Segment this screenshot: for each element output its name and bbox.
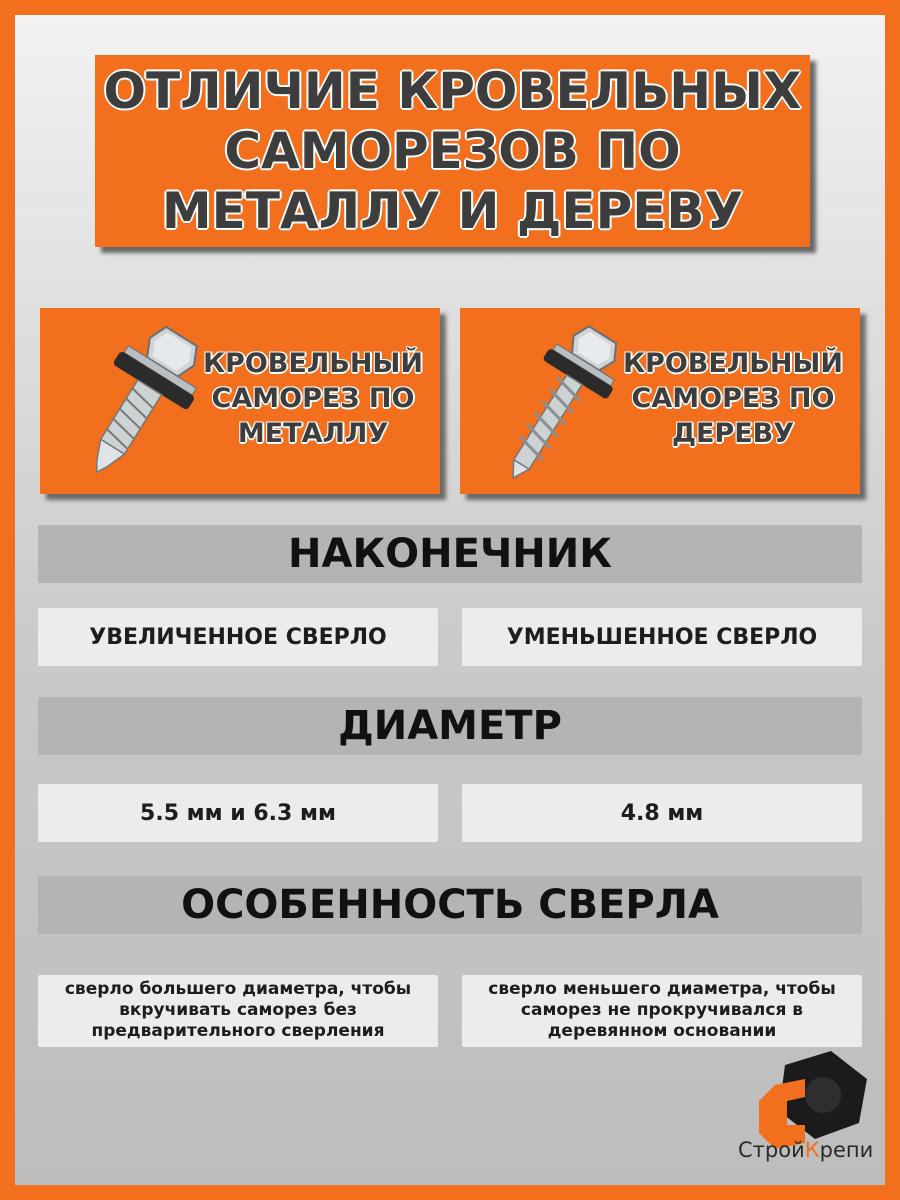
- tip-wood-value: УМЕНЬШЕННОЕ СВЕРЛО: [462, 608, 862, 666]
- wood-screw-icon: [478, 316, 638, 491]
- section-heading-diameter: ДИАМЕТР: [38, 697, 862, 755]
- product-label-wood: КРОВЕЛЬНЫЙ САМОРЕЗ ПО ДЕРЕВУ: [622, 348, 843, 449]
- section-heading-tip: НАКОНЕЧНИК: [38, 525, 862, 583]
- tip-metal-value: УВЕЛИЧЕННОЕ СВЕРЛО: [38, 608, 438, 666]
- diameter-wood-value: 4.8 мм: [462, 784, 862, 842]
- page-title: ОТЛИЧИЕ КРОВЕЛЬНЫХ САМОРЕЗОВ ПО МЕТАЛЛУ И ДЕРЕВУ: [103, 62, 802, 240]
- product-card-metal: [40, 308, 440, 494]
- title-banner: [95, 55, 810, 247]
- product-card-wood: [460, 308, 860, 494]
- drill-feature-wood-value: сверло меньшего диаметра, чтобы саморез не прокручивался в деревянном основании: [462, 975, 862, 1047]
- brand-logo-text: [738, 1138, 873, 1162]
- brand-part1: Строй: [738, 1138, 805, 1162]
- drill-feature-metal-value: сверло большего диаметра, чтобы вкручивать саморез без предварительного сверления: [38, 975, 438, 1047]
- product-label-metal: КРОВЕЛЬНЫЙ САМОРЕЗ ПО МЕТАЛЛУ: [202, 348, 423, 449]
- metal-screw-icon: [58, 316, 218, 491]
- section-heading-drill-feature: ОСОБЕННОСТЬ СВЕРЛА: [38, 876, 862, 934]
- brand-accent-letter: К: [804, 1138, 820, 1162]
- diameter-metal-value: 5.5 мм и 6.3 мм: [38, 784, 438, 842]
- brand-part3: репи: [819, 1138, 874, 1162]
